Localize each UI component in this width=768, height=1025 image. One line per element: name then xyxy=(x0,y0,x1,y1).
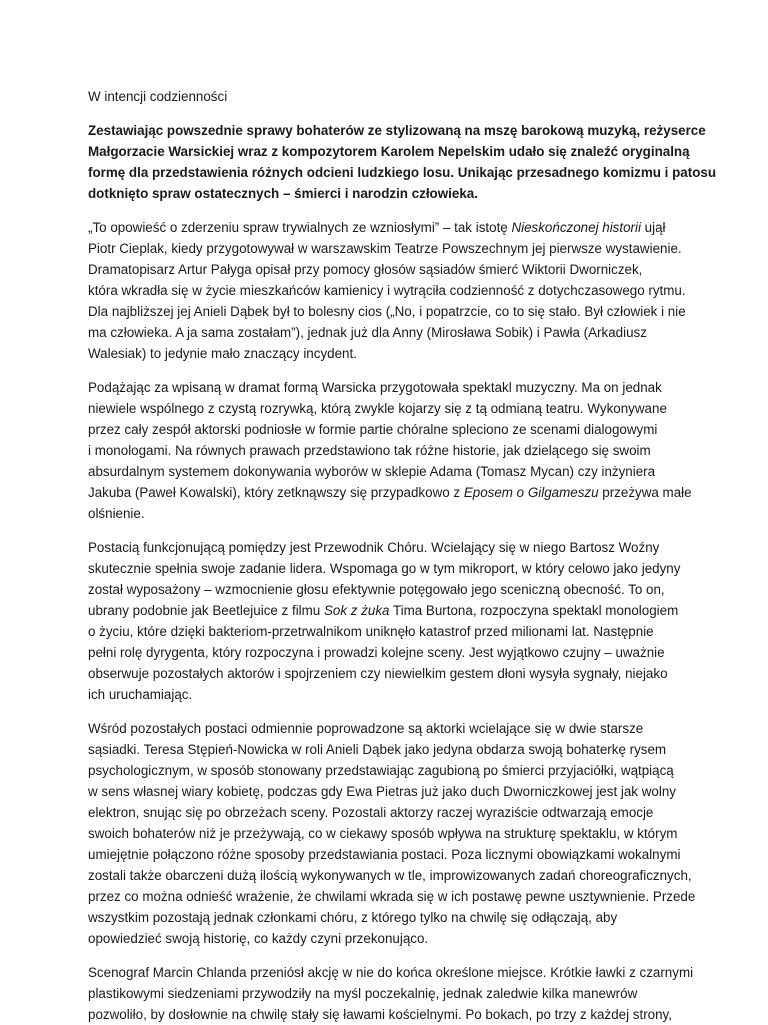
text-line xyxy=(88,1004,708,1025)
text-run: Jakuba (Paweł Kowalski), który zetknąwszy się przypadkowo z xyxy=(88,485,464,500)
text-run: opowiedzieć swoją historię, co każdy czyni przekonująco. xyxy=(88,931,429,946)
text-run: elektron, snując się po obrzeżach sceny. Pozostali aktorzy raczej wyraziście odtwarzają emocje xyxy=(88,805,654,820)
text-run: przez co można odnieść wrażenie, że chwilami wkrada się w ich postawę pewne usztywnienie. Przede xyxy=(88,889,696,904)
text-line xyxy=(88,259,708,280)
text-line xyxy=(88,503,708,524)
text-run: przez cały zespół aktorski podniosłe w formie partie chóralne spleciono ze scenami dialogowymi xyxy=(88,422,658,437)
text-line xyxy=(88,440,708,461)
text-run: Scenograf Marcin Chlanda przeniósł akcję w nie do końca określone miejsce. Krótkie ławki z czarnymi xyxy=(88,965,694,980)
text-line xyxy=(88,739,708,760)
text-line xyxy=(88,398,708,419)
text-run: „To opowieść o zderzeniu spraw trywialnych ze wzniosłymi” – tak istotę xyxy=(88,220,512,235)
text-line xyxy=(88,928,708,949)
text-run: pozwoliło, by dosłownie na chwilę stały się ławami kościelnymi. Po bokach, po trzy z każdej strony, xyxy=(88,1007,672,1022)
text-run: wszystkim pozostają jednak członkami chóru, z którego tylko na chwilę się odłączają, aby xyxy=(88,910,618,925)
text-run: został wyposażony – wzmocnienie głosu efektywnie potęgowało jego sceniczną obecność. To on, xyxy=(88,582,665,597)
italic-title: Sok z żuka xyxy=(323,603,390,618)
text-run: Wśród pozostałych postaci odmiennie poprowadzone są aktorki wcielające się w dwie starsze xyxy=(88,721,644,736)
text-line xyxy=(88,377,708,398)
italic-title: Eposem o Gilgameszu xyxy=(463,485,599,500)
text-line xyxy=(88,301,708,322)
text-line xyxy=(88,802,708,823)
text-run: o życiu, które dzięki bakteriom-przetrwalnikom uniknęło katastrof przed milionami lat. Następnie xyxy=(88,624,654,639)
italic-title: Nieskończonej historii xyxy=(511,220,641,235)
lead-line: formę dla przedstawienia różnych odcieni ludzkiego losu. Unikając przesadnego komizmu i patosu xyxy=(88,165,717,180)
text-run: umiejętnie połączono różne sposoby przedstawiania postaci. Poza licznymi obowiązkami wokalnymi xyxy=(88,847,681,862)
text-run: ich uruchamiając. xyxy=(88,687,193,702)
text-line xyxy=(88,217,708,238)
text-run: swoich bohaterów niż je przeżywają, co w ciekawy sposób wpływa na strukturę spektaklu, w którym xyxy=(88,826,678,841)
text-run: obserwuje pozostałych aktorów i spojrzeniem czy niewielkim gestem dłoni wysyła sygnały, niejako xyxy=(88,666,668,681)
text-run: i monologami. Na równych prawach przedstawiono tak różne historie, jak dzielącego się swoim xyxy=(88,443,651,458)
text-run: Walesiak) to jedynie mało znaczący incydent. xyxy=(88,346,357,361)
text-run: psychologicznym, w sposób stonowany przedstawiając zagubioną po śmierci przyjaciółki, wątpiącą xyxy=(88,763,674,778)
text-line xyxy=(88,238,708,259)
text-line xyxy=(88,600,708,621)
text-run: Dla najbliższej jej Anieli Dąbek był to bolesny cios („No, i popatrzcie, co to się stało. Był człowiek i nie xyxy=(88,304,686,319)
text-line xyxy=(88,343,708,364)
text-run: ubrany podobnie jak Beetlejuice z filmu xyxy=(88,603,324,618)
text-line xyxy=(88,907,708,928)
text-run: Dramatopisarz Artur Pałyga opisał przy pomocy głosów sąsiadów śmierć Wiktorii Dworniczek, xyxy=(88,262,643,277)
text-run: zostali także obarczeni dużą ilością wykonywanych w tle, improwizowanych zadań choreograficznych, xyxy=(88,868,692,883)
article-body xyxy=(88,217,708,1025)
text-run: ujął xyxy=(640,220,666,235)
text-line xyxy=(88,865,708,886)
text-line xyxy=(88,280,708,301)
body-paragraph xyxy=(88,537,708,705)
text-line xyxy=(88,962,708,983)
text-line xyxy=(88,461,708,482)
body-paragraph xyxy=(88,217,708,364)
text-line xyxy=(88,558,708,579)
body-paragraph xyxy=(88,718,708,949)
text-line xyxy=(88,579,708,600)
text-run: pełni rolę dyrygenta, który rozpoczyna i prowadzi kolejne sceny. Jest wyjątkowo czujny – uważnie xyxy=(88,645,665,660)
lead-line: Małgorzacie Warsickiej wraz z kompozytorem Karolem Nepelskim udało się znaleźć oryginalną xyxy=(88,144,690,159)
text-line xyxy=(88,482,708,503)
text-run: sąsiadki. Teresa Stępień-Nowicka w roli Anieli Dąbek jako jedyna obdarza swoją bohaterkę rysem xyxy=(88,742,667,757)
article-title: W intencji codzienności xyxy=(88,89,228,104)
text-line xyxy=(88,642,708,663)
text-line xyxy=(88,419,708,440)
text-run: Podążając za wpisaną w dramat formą Warsicka przygotowała spektakl muzyczny. Ma on jednak xyxy=(88,380,662,395)
text-run: olśnienie. xyxy=(88,506,145,521)
text-line xyxy=(88,621,708,642)
text-run: skutecznie spełnia swoje zadanie lidera. Wspomaga go w tym mikroport, w który celowo jako jedyny xyxy=(88,561,681,576)
text-line xyxy=(88,823,708,844)
text-line xyxy=(88,760,708,781)
text-line xyxy=(88,781,708,802)
text-run: niewiele wspólnego z czystą rozrywką, którą zwykle kojarzy się z tą odmianą teatru. Wykonywane xyxy=(88,401,667,416)
text-line xyxy=(88,718,708,739)
text-run: która wkradła się w życie mieszkańców kamienicy i wytrąciła codzienność z dotychczasowego rytmu. xyxy=(88,283,686,298)
text-run: Postacią funkcjonującą pomiędzy jest Przewodnik Chóru. Wcielający się w niego Bartosz Woźny xyxy=(88,540,660,555)
text-line xyxy=(88,844,708,865)
text-line xyxy=(88,886,708,907)
text-run: w sens własnej wiary kobietę, podczas gdy Ewa Pietras już jako duch Dworniczkowej jest jak wolny xyxy=(88,784,676,799)
text-run: ma człowieka. A ja sama zostałam”), jednak już dla Anny (Mirosława Sobik) i Pawła (Arkadiusz xyxy=(88,325,647,340)
lead-line: dotknięto spraw ostatecznych – śmierci i narodzin człowieka. xyxy=(88,186,478,201)
lead-paragraph xyxy=(88,120,717,204)
text-run: przeżywa małe xyxy=(598,485,692,500)
text-run: plastikowymi siedzeniami przywodziły na myśl poczekalnię, jednak zaledwie kilka manewrów xyxy=(88,986,638,1001)
text-run: Tima Burtona, rozpoczyna spektakl monologiem xyxy=(389,603,679,618)
text-line xyxy=(88,537,708,558)
text-line xyxy=(88,663,708,684)
body-paragraph xyxy=(88,377,708,524)
text-line xyxy=(88,322,708,343)
text-line xyxy=(88,684,708,705)
text-run: Piotr Cieplak, kiedy przygotowywał w warszawskim Teatrze Powszechnym jej pierwsze wystawienie. xyxy=(88,241,682,256)
text-run: absurdalnym systemem dokonywania wyborów w sklepie Adama (Tomasz Mycan) czy inżyniera xyxy=(88,464,656,479)
lead-line: Zestawiając powszednie sprawy bohaterów ze stylizowaną na mszę barokową muzyką, reżyserce xyxy=(88,123,706,138)
